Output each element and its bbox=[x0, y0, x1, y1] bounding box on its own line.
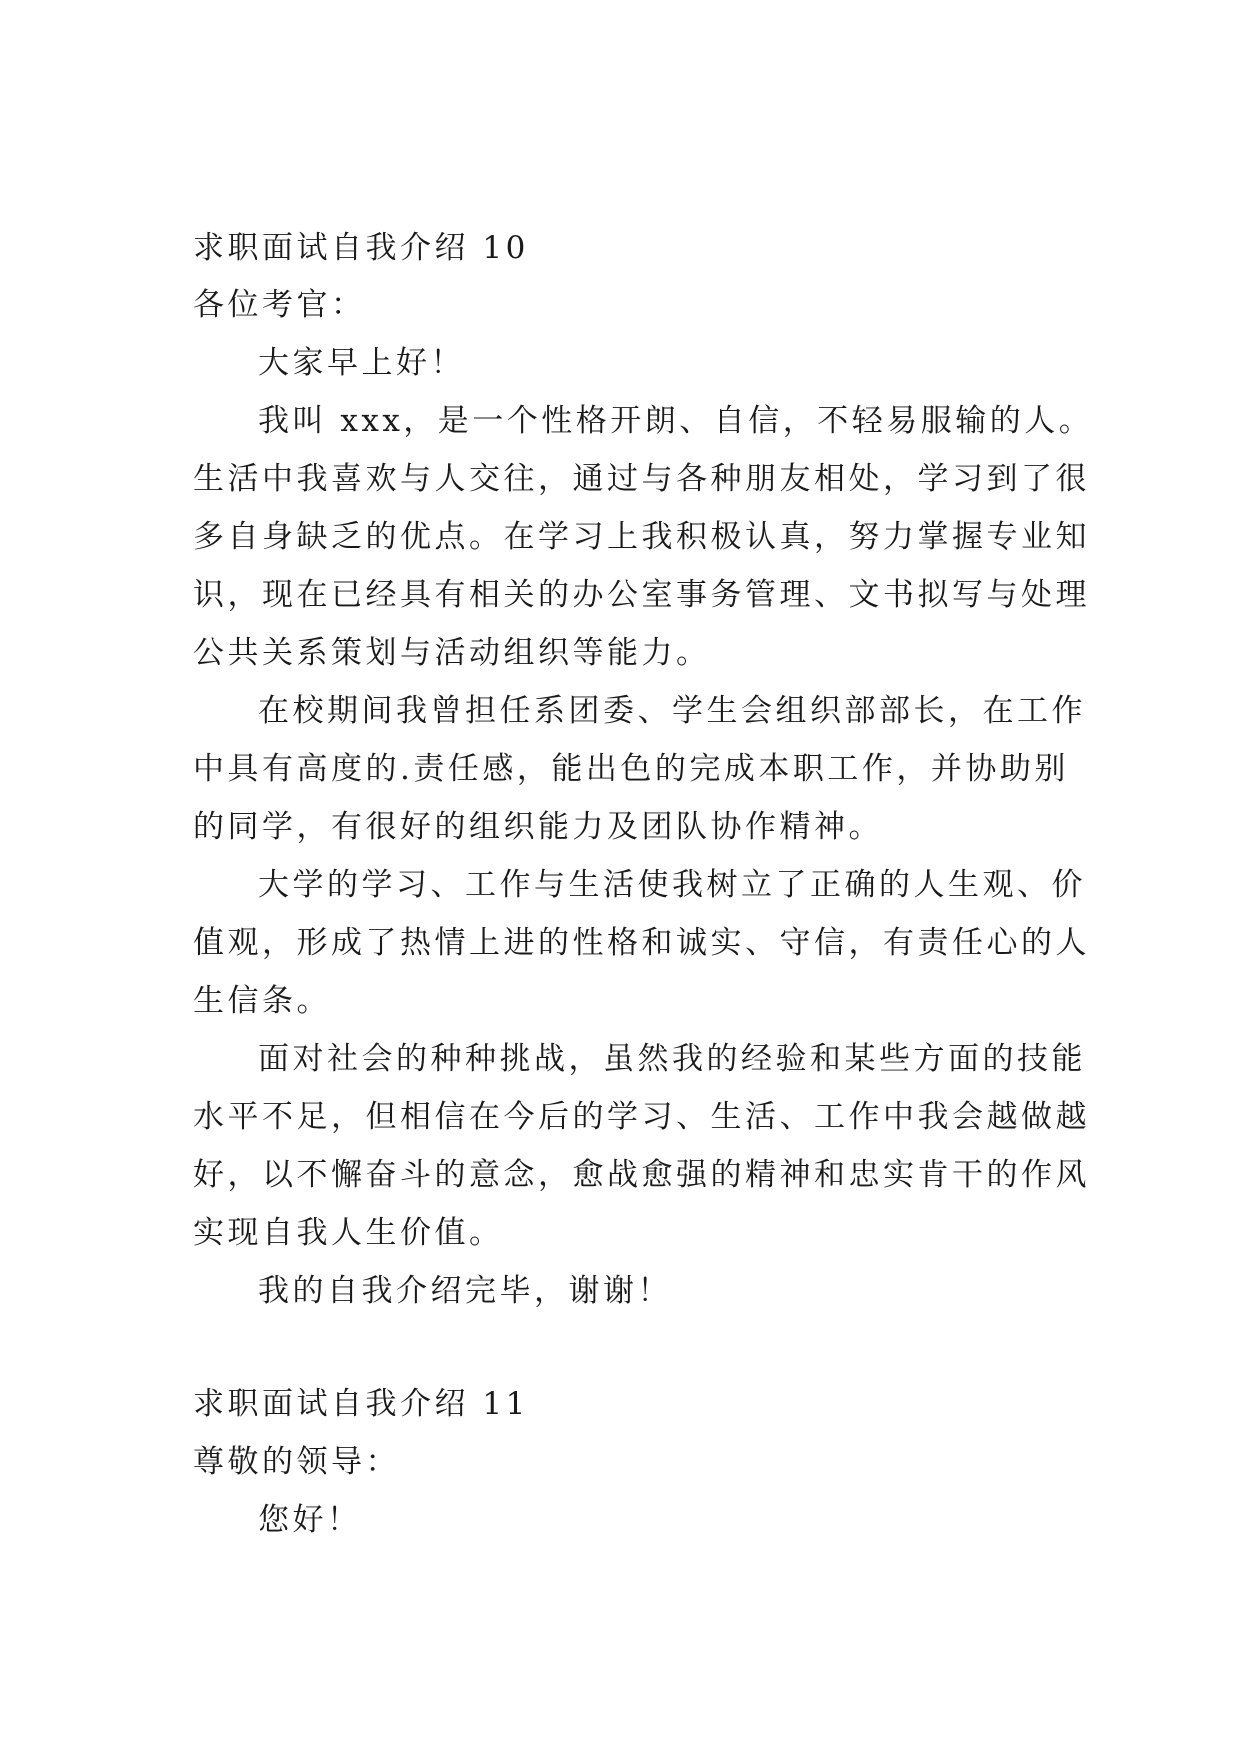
paragraph-line: 多自身缺乏的优点。在学习上我积极认真，努力掌握专业知 bbox=[193, 519, 1090, 555]
paragraph-line: 中具有高度的.责任感，能出色的完成本职工作，并协助别 bbox=[193, 751, 1069, 787]
paragraph-line: 面对社会的种种挑战，虽然我的经验和某些方面的技能 bbox=[258, 1041, 1086, 1077]
paragraph-line: 实现自我人生价值。 bbox=[193, 1215, 504, 1251]
paragraph-line: 识，现在已经具有相关的办公室事务管理、文书拟写与处理 bbox=[193, 577, 1090, 613]
paragraph-line: 的同学，有很好的组织能力及团队协作精神。 bbox=[193, 809, 883, 845]
paragraph-line: 值观，形成了热情上进的性格和诚实、守信，有责任心的人 bbox=[193, 925, 1090, 961]
section-title: 求职面试自我介绍 10 bbox=[193, 230, 529, 266]
paragraph-line: 生信条。 bbox=[193, 983, 331, 1019]
paragraph-line: 我叫 xxx，是一个性格开朗、自信，不轻易服输的人。 bbox=[258, 403, 1094, 439]
paragraph-line: 大学的学习、工作与生活使我树立了正确的人生观、价 bbox=[258, 867, 1086, 903]
paragraph-line: 公共关系策划与活动组织等能力。 bbox=[193, 635, 711, 671]
greeting: 大家早上好！ bbox=[258, 345, 465, 381]
section-title: 求职面试自我介绍 11 bbox=[193, 1386, 529, 1422]
greeting: 您好！ bbox=[258, 1502, 362, 1538]
salutation: 各位考官： bbox=[193, 287, 366, 323]
paragraph-line: 在校期间我曾担任系团委、学生会组织部部长，在工作 bbox=[258, 693, 1086, 729]
paragraph-line: 水平不足，但相信在今后的学习、生活、工作中我会越做越 bbox=[193, 1099, 1090, 1135]
closing-line: 我的自我介绍完毕，谢谢！ bbox=[258, 1273, 672, 1309]
paragraph-line: 好，以不懈奋斗的意念，愈战愈强的精神和忠实肯干的作风 bbox=[193, 1157, 1090, 1193]
salutation: 尊敬的领导： bbox=[193, 1444, 400, 1480]
paragraph-line: 生活中我喜欢与人交往，通过与各种朋友相处，学习到了很 bbox=[193, 461, 1090, 497]
